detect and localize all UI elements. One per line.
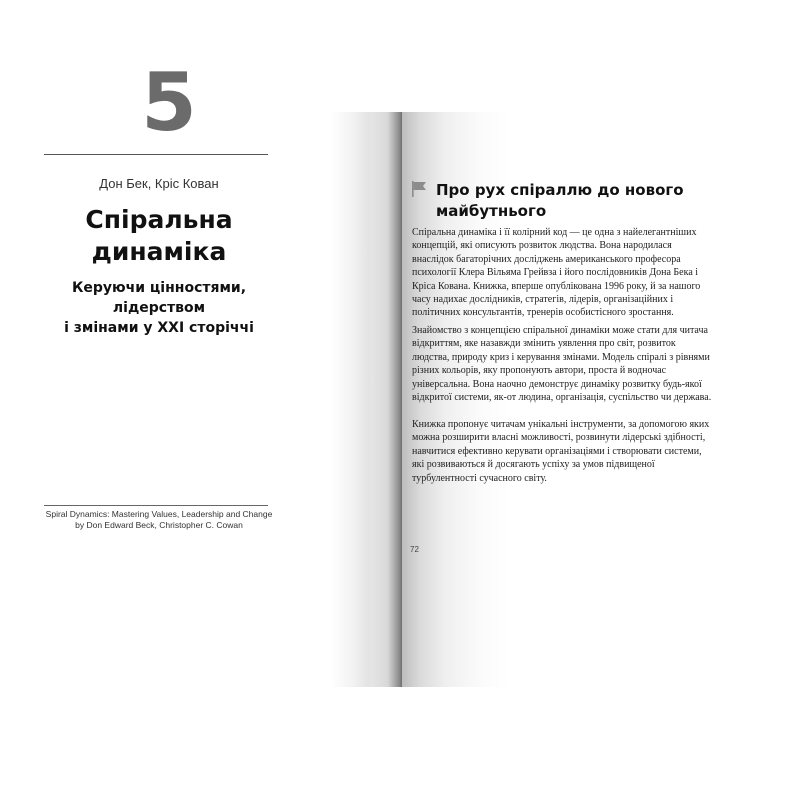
original-title: Spiral Dynamics: Mastering Values, Leadership and Change — [45, 509, 273, 519]
left-page — [40, 112, 370, 687]
book-subtitle-line: і змінами у XXI сторіччі — [64, 320, 254, 336]
chapter-number: 5 — [141, 56, 197, 149]
section-heading-line: Про рух спіраллю до нового — [436, 181, 684, 199]
section-heading-line: майбутнього — [436, 202, 547, 220]
book-title — [44, 204, 274, 268]
book-subtitle — [34, 278, 284, 338]
book-title-line: Спіральна — [85, 205, 233, 234]
page-number: 72 — [410, 545, 419, 554]
book-subtitle-line: Керуючи цінностями, лідерством — [71, 280, 247, 316]
divider-line — [44, 505, 268, 506]
section-heading — [436, 180, 736, 222]
body-paragraph: Знайомство з концепцією спіральної динаміки може стати для читача відкриттям, яке назавжди змінить уявлення про світ, розвиток людства, природу криз і керування змінами. Модель спіралі з рівнями різних кольорів, яку пропонують автори, проста й водночас універсальна. Вона наочно демонструє динаміку розвитку будь-якої відкритої системи, як-от людина, організація, суспільство чи держава. — [412, 325, 712, 404]
flag-icon — [410, 180, 428, 198]
book-authors: Дон Бек, Кріс Кован — [99, 176, 219, 191]
divider-line — [44, 154, 268, 155]
body-paragraph: Книжка пропонує читачам унікальні інструменти, за допомогою яких можна розширити власні можливості, розвинути лідерські здібності, навчитися ефективно керувати організаціями і створювати системи, які розвиваються й досягають успіху за умов підвищеної турбулентності сучасного світу. — [412, 419, 710, 484]
original-authors: by Don Edward Beck, Christopher C. Cowan — [75, 520, 243, 530]
book-title-line: динаміка — [91, 237, 227, 266]
book-gutter — [370, 112, 402, 687]
body-paragraph: Спіральна динаміка і її колірний код — це одна з найелегантніших концепцій, які описують розвиток людства. Вона народилася внаслідок багаторічних досліджень американського професора психології Клера Вільяма Грейвза і його послідовників Дона Бека і Кріса Кована. Книжка, вперше опублікована 1996 року, й за нашого часу надихає дослідників, стратегів, лідерів, організаційних і політичних консультантів, тренерів особистісного зростання. — [412, 227, 701, 319]
